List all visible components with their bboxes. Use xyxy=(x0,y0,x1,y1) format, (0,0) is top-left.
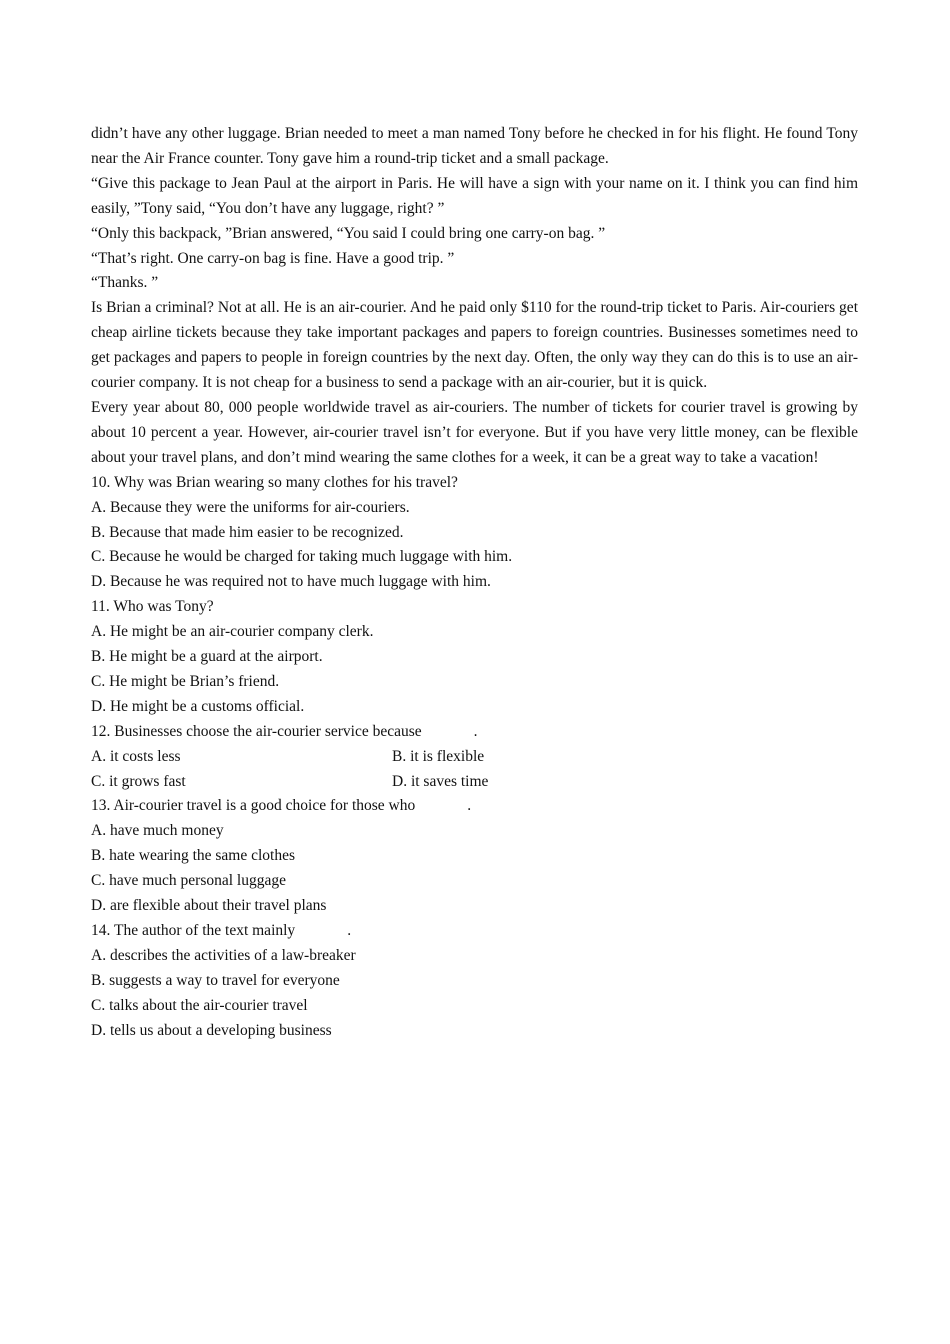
option-a: A. He might be an air-courier company clerk. xyxy=(91,623,374,641)
question-11 xyxy=(91,595,858,720)
passage-paragraph: “Give this package to Jean Paul at the airport in Paris. He will have a sign with your name on it. I think you can find him easily, ”Tony said, “You don’t have any luggage, right? ” xyxy=(91,174,858,217)
question-stem xyxy=(91,919,858,944)
option-c: C. Because he would be charged for taking much luggage with him. xyxy=(91,548,513,566)
question-stem-text: 14. The author of the text mainly xyxy=(91,922,296,939)
passage-paragraph: “Only this backpack, ”Brian answered, “You said I could bring one carry-on bag. ” xyxy=(91,224,606,242)
question-12 xyxy=(91,720,858,795)
question-14 xyxy=(91,919,858,1044)
question-stem-end: . xyxy=(467,797,472,815)
question-stem: 11. Who was Tony? xyxy=(91,598,214,616)
option-b: B. hate wearing the same clothes xyxy=(91,847,296,865)
reading-passage xyxy=(91,122,858,471)
option-b: B. suggests a way to travel for everyone xyxy=(91,971,340,989)
question-13 xyxy=(91,794,858,919)
option-d: D. Because he was required not to have much luggage with him. xyxy=(91,573,491,591)
question-stem-text: 13. Air-courier travel is a good choice for those who xyxy=(91,797,416,815)
passage-paragraph: Every year about 80, 000 people worldwide travel as air-couriers. The number of tickets for courier travel is growing by about 10 percent a year. However, air-courier travel isn’t for everyone. But if you have very little money, can be flexible about your travel plans, and don’t mind wearing the same clothes for a week, it can be a great way to take a vacation! xyxy=(91,398,858,466)
options-row xyxy=(91,770,858,795)
option-c: C. He might be Brian’s friend. xyxy=(91,672,280,690)
option-a: A. Because they were the uniforms for air-couriers. xyxy=(91,498,410,516)
document-page xyxy=(91,122,858,1044)
passage-paragraph: didn’t have any other luggage. Brian needed to meet a man named Tony before he checked in for his flight. He found Tony near the Air France counter. Tony gave him a round-trip ticket and a small package. xyxy=(91,125,858,167)
option-d: D. He might be a customs official. xyxy=(91,697,305,715)
option-c: C. have much personal luggage xyxy=(91,872,286,890)
option-a: A. it costs less xyxy=(91,747,181,765)
question-stem-end: . xyxy=(473,722,478,740)
option-b: B. He might be a guard at the airport. xyxy=(91,648,323,666)
option-a: A. describes the activities of a law-breaker xyxy=(91,946,356,964)
passage-paragraph: “That’s right. One carry-on bag is fine. Have a good trip. ” xyxy=(91,249,455,267)
question-10 xyxy=(91,471,858,596)
question-stem: 10. Why was Brian wearing so many clothes for his travel? xyxy=(91,473,458,491)
passage-paragraph: Is Brian a criminal? Not at all. He is an air-courier. And he paid only $110 for the round-trip ticket to Paris. Air-couriers get cheap airline tickets because they take important packages and papers to foreign countries. Businesses sometimes need to get packages and papers to people in foreign countries by the next day. Often, the only way they can do this is to use an air-courier company. It is not cheap for a business to send a package with an air-courier, but it is quick. xyxy=(91,299,858,392)
question-stem-end: . xyxy=(347,922,352,939)
option-a: A. have much money xyxy=(91,822,224,840)
passage-paragraph: “Thanks. ” xyxy=(91,274,159,292)
question-stem-text: 12. Businesses choose the air-courier service because xyxy=(91,722,422,740)
option-b: B. it is flexible xyxy=(392,747,485,765)
option-c: C. talks about the air-courier travel xyxy=(91,996,308,1014)
option-d: D. are flexible about their travel plans xyxy=(91,897,327,915)
question-stem xyxy=(91,720,858,745)
option-d: D. tells us about a developing business xyxy=(91,1021,332,1039)
question-stem xyxy=(91,794,858,819)
option-b: B. Because that made him easier to be recognized. xyxy=(91,523,404,541)
options-row xyxy=(91,745,858,770)
option-c: C. it grows fast xyxy=(91,772,186,790)
option-d: D. it saves time xyxy=(392,772,489,790)
